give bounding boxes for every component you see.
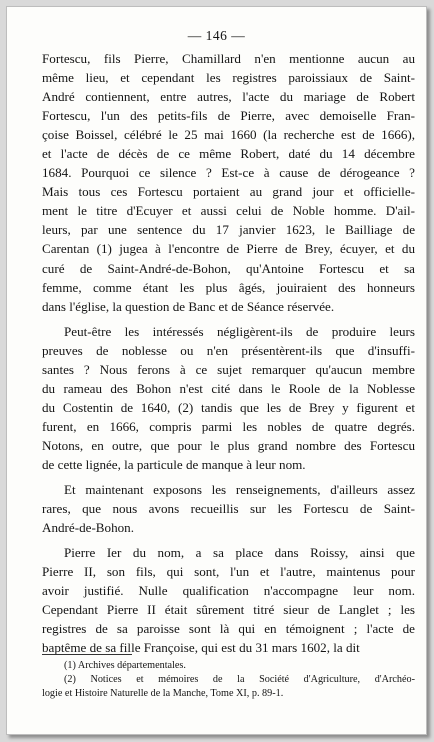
- text-line: Carentan (1) jugea à l'encontre de Pierre de Brey, écuyer, et du: [42, 241, 415, 257]
- text-line: Peut-être les intéressés négligèrent-ils de produire leurs: [64, 323, 415, 339]
- footnote-2-continued: logie et Histoire Naturelle de la Manche, Tome XI, p. 89-1.: [42, 688, 284, 699]
- text-line: santes ? Nous ferons à ce sujet remarquer qu'aucun membre: [42, 361, 415, 377]
- text-line: rares, que nous avons recueillis sur les Fortescu de Saint-: [42, 501, 415, 517]
- text-line: curé de Saint-André-de-Bohon, qu'Antoine Fortescu et sa: [42, 260, 415, 276]
- text-line: du Costentin de 1640, (2) tandis que les de Brey y figurent et: [42, 399, 415, 415]
- text-line: André contiennent, entre autres, l'acte du mariage de Robert: [42, 89, 415, 105]
- text-line: çoise Boissel, célébré le 25 mai 1660 (la recherche est de 1666),: [42, 127, 415, 143]
- text-line: Fortescu, l'un des petits-fils de Pierre, avec demoiselle Fran-: [42, 108, 415, 124]
- text-line: preuves de noblesse ou n'en présentèrent-ils que d'insuffi-: [42, 342, 415, 358]
- text-line: avoir justifié. Nulle qualification n'accompagne leur nom.: [42, 583, 415, 599]
- text-line: Et maintenant exposons les renseignements, d'ailleurs assez: [64, 482, 415, 498]
- text-line: du rameau des Bohon n'est cité dans le Roole de la Noblesse: [42, 380, 415, 396]
- text-line: dans l'église, la question de Banc et de Séance réservée.: [42, 298, 335, 314]
- text-line: Cependant Pierre II était sûrement titré sieur de Langlet ; les: [42, 602, 415, 618]
- text-line: Pierre Ier du nom, a sa place dans Roissy, ainsi que: [64, 545, 415, 561]
- text-line: femme, comme étant les plus âgés, jouiraient des honneurs: [42, 279, 415, 295]
- page-number: — 146 —: [187, 28, 246, 43]
- footnotes: [42, 659, 415, 701]
- text-line: Fortescu, fils Pierre, Chamillard n'en mentionne aucun au: [42, 51, 415, 66]
- footnote-divider: [42, 654, 132, 655]
- text-line: Pierre II, son fils, qui sont, l'un et l'autre, maintenus pour: [42, 564, 415, 580]
- text-line: registres de sa paroisse sont là qui en témoignent ; l'acte de: [42, 621, 415, 637]
- text-line: ment le titre d'Ecuyer et aussi celui de Noble homme. D'ail-: [42, 203, 415, 219]
- text-line: leurs, par une sentence du 17 janvier 1623, le Bailliage de: [42, 222, 415, 238]
- text-line: Mais tous ces Fortescu portaient au grand jour et officielle-: [42, 184, 415, 200]
- paragraph-2: [42, 322, 415, 474]
- body-text: [42, 49, 415, 663]
- paragraph-1: [42, 49, 415, 316]
- text-line: Notons, en outre, que pour le plus grand nombre des Fortescu: [42, 437, 415, 453]
- text-line: 1684. Pourquoi ce silence ? Est-ce à cause de dérogeance ?: [42, 165, 415, 181]
- footnote-1: (1) Archives départementales.: [64, 660, 186, 671]
- paragraph-4: [42, 543, 415, 657]
- text-line: même lieu, et cependant les registres paroissiaux de Saint-: [42, 70, 415, 86]
- text-line: de cette lignée, la particule de manque à leur nom.: [42, 456, 306, 472]
- paragraph-3: [42, 480, 415, 537]
- text-line: André-de-Bohon.: [42, 520, 134, 536]
- document-page: [6, 6, 427, 735]
- text-line: furent, en 1666, compris parmi les nobles de quatre degrés.: [42, 418, 415, 434]
- text-line: baptême de sa fille Françoise, qui est du 31 mars 1602, la dit: [42, 640, 360, 656]
- text-line: et l'acte de décès de ce même Robert, daté du 14 décembre: [42, 146, 415, 162]
- footnote-2: (2) Notices et mémoires de la Société d'Agriculture, d'Archéo-: [64, 674, 415, 685]
